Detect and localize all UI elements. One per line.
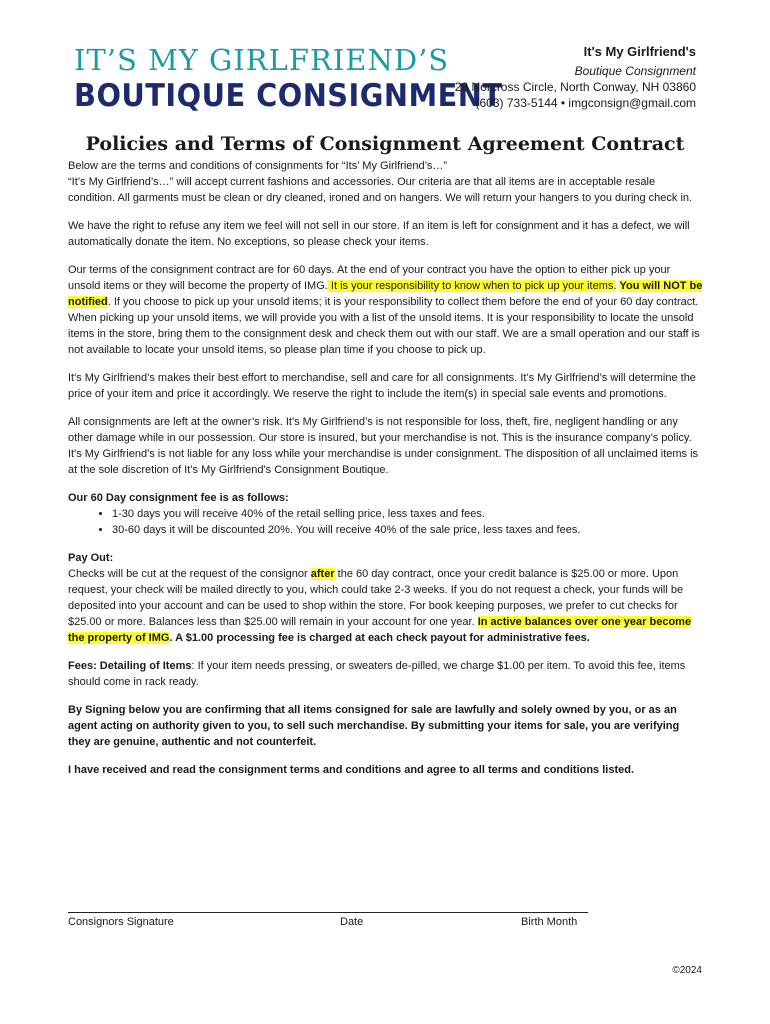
intro-line1: Below are the terms and conditions of consignments for “Its’ My Girlfriend’s…” (68, 160, 448, 172)
fee-list (68, 506, 704, 538)
agreement-paragraph: I have received and read the consignment terms and conditions and agree to all terms and conditions listed. (68, 764, 635, 776)
copyright: ©2024 (672, 965, 702, 976)
payout-heading: Pay Out: (68, 552, 114, 564)
document-body (68, 158, 704, 790)
terms-paragraph (68, 262, 704, 358)
fee-item: • 1-30 days you will receive 40% of the retail selling price, less taxes and fees. (112, 506, 704, 522)
business-name: It's My Girlfriend's (583, 44, 696, 59)
refuse-paragraph: We have the right to refuse any item we feel will not sell in our store. If an item is left for consignment and it has a defect, we will automatically donate the item. No exceptions, so please check your items. (68, 220, 690, 248)
highlight-responsibility: It is your responsibility to know when to pick up your items. (327, 280, 617, 292)
logo-line2: BOUTIQUE CONSIGNMENT (74, 78, 503, 114)
highlight-not-notified: You will NOT be notified (68, 280, 703, 308)
payout-part3: . A $1.00 processing fee is charged at each check payout for administrative fees. (169, 632, 590, 644)
intro-line2: “It’s My Girlfriend’s…” will accept current fashions and accessories. Our criteria are that all items are in acceptable resale condition. All garments must be clean or dry cleaned, ironed and on hangers. We will return your hangers to you during check in. (68, 176, 693, 204)
terms-part1: Our terms of the consignment contract are for 60 days. At the end of your contract you have the option to either pick up your unsold items or they will become the property of IMG. (68, 264, 671, 292)
fees-detail-paragraph (68, 658, 704, 690)
birth-month-label: Birth Month (521, 916, 578, 928)
fees-detail-label: Fees: Detailing of Items (68, 660, 192, 672)
page-title: Policies and Terms of Consignment Agreement Contract (85, 133, 685, 155)
intro-paragraph (68, 158, 704, 206)
fee-item: • 30-60 days it will be discounted 20%. You will receive 40% of the sale price, less taxes and fees. (112, 522, 704, 538)
business-subtitle: Boutique Consignment (574, 64, 696, 78)
business-address: 28 Norcross Circle, North Conway, NH 03860 (454, 80, 696, 94)
risk-paragraph: All consignments are left at the owner’s risk. It's My Girlfriend’s is not responsible for loss, theft, fire, negligent handling or any other damage while in our possession. Our store is insured, but your merchandise is not. This is the insurance company’s policy. It's My Girlfriend's is not liable for any loss while your merchandise is under consignment. The disposition of all unclaimed items is at the sole discretion of It’s My Girlfriend’s Consignment Boutique. (68, 416, 699, 476)
highlight-inactive-balances: In active balances over one year become the property of IMG (68, 616, 692, 644)
payout-paragraph (68, 566, 704, 646)
logo-line1: IT’S MY GIRLFRIEND’S (74, 43, 450, 77)
fees-detail-text: : If your item needs pressing, or sweaters de-pilled, we charge $1.00 per item. To avoid this fee, items should come in rack ready. (68, 660, 686, 688)
date-label: Date (340, 916, 364, 928)
payout-part1: Checks will be cut at the request of the consignor (68, 568, 311, 580)
effort-paragraph: It's My Girlfriend’s makes their best effort to merchandise, sell and care for all consignments. It’s My Girlfriend’s will determine the price of your item and price it accordingly. We reserve the right to include the item(s) in special sale events and promotions. (68, 372, 696, 400)
highlight-after: after (310, 568, 335, 580)
consignor-signature-label: Consignors Signature (68, 916, 174, 928)
business-contact: (603) 733-5144 • imgconsign@gmail.com (475, 96, 696, 110)
fee-heading: Our 60 Day consignment fee is as follows: (68, 492, 289, 504)
payout-part2: the 60 day contract, once your credit balance is $25.00 or more. Upon request, your check will be mailed directly to you, which could take 2-3 weeks. If you do not request a check, your funds will be deposited into your account and can be used to shop within the store. For book keeping purposes, we prefer to cut checks for $25.00 or more. Balances less than $25.00 will remain in your account for one year. (68, 568, 684, 628)
terms-part2: . If you choose to pick up your unsold items; it is your responsibility to collect them before the end of your 60 day contract. When picking up your unsold items, we will provide you with a list of the unsold items. It is your responsibility to locate the unsold items in the store, bring them to the consignment desk and check them out with our staff. We are a small operation and our staff is not available to locate your unsold items, so please plan time if you choose to pick up. (68, 296, 700, 356)
contact-block (455, 44, 696, 111)
signing-paragraph: By Signing below you are confirming that all items consigned for sale are lawfully and solely owned by you, or as an agent acting on authority given to you, to sell such merchandise. By submitting your items for sale, you are verifying they are genuine, authentic and not counterfeit. (68, 704, 680, 748)
signature-line[interactable] (68, 912, 588, 913)
